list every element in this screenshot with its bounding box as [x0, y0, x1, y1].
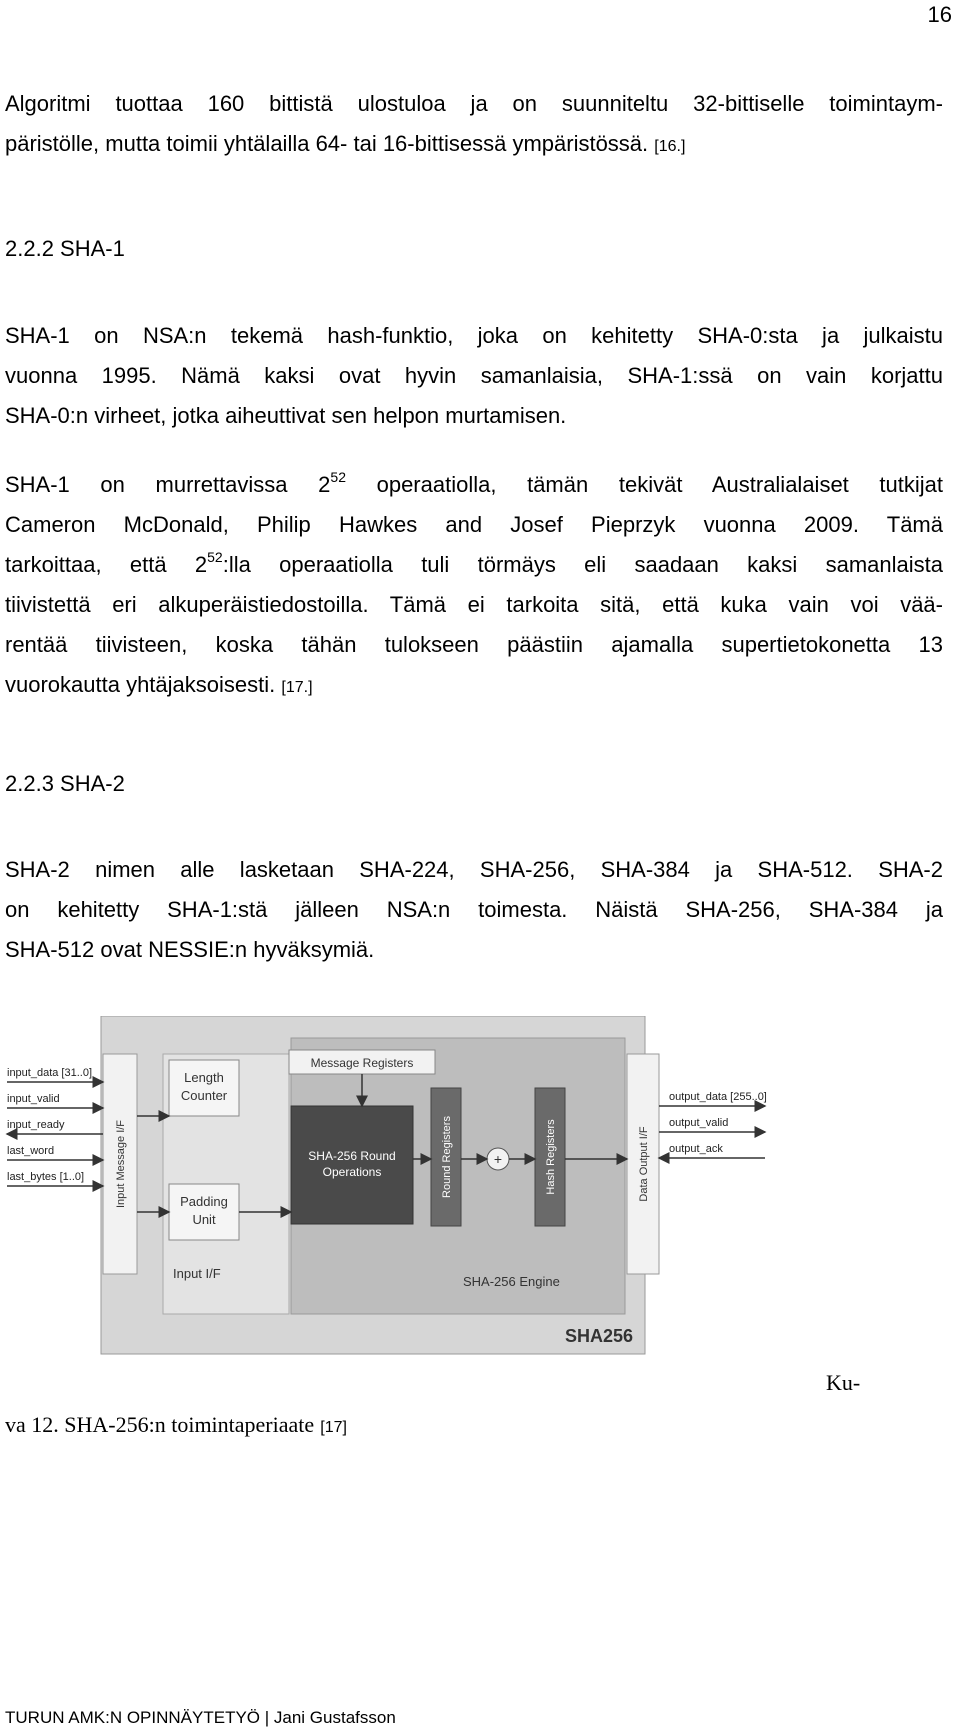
- length-counter-label-2: Counter: [180, 1088, 228, 1103]
- caption-text: va 12. SHA-256:n toimintaperiaate: [5, 1412, 315, 1437]
- adder-label: +: [493, 1151, 503, 1167]
- text-span: tarkoittaa, että 2: [5, 552, 208, 577]
- text-span: :lla operaatiolla tuli törmäys eli saadaan kaksi samanlaista: [222, 552, 943, 577]
- signal-last-bytes: last_bytes [1..0]: [7, 1171, 85, 1183]
- text-line: Cameron McDonald, Philip Hawkes and Josef Pieprzyk vuonna 2009. Tämä: [5, 512, 943, 537]
- input-if-label: Input I/F: [173, 1266, 221, 1281]
- text-line: vuonna 1995. Nämä kaksi ovat hyvin samanlaisia, SHA-1:ssä on vain korjattu: [5, 363, 943, 388]
- core-label: SHA256: [565, 1326, 634, 1346]
- reference: [17.]: [281, 679, 313, 696]
- engine-label: SHA-256 Engine: [463, 1274, 560, 1289]
- length-counter-label-1: Length: [184, 1070, 224, 1085]
- text-line: SHA-1 on NSA:n tekemä hash-funktio, joka on kehitetty SHA-0:sta ja julkaistu: [5, 323, 943, 348]
- caption-hyphen-start: Ku-: [826, 1370, 861, 1395]
- message-registers-label: Message Registers: [310, 1056, 414, 1070]
- round-registers-label: Round Registers: [441, 1116, 453, 1198]
- output-signals: [659, 1091, 767, 1158]
- text-line: rentää tiivisteen, koska tähän tulokseen päästiin ajamalla supertietokonetta 13: [5, 632, 943, 657]
- text-line: [5, 545, 943, 585]
- page-number: 16: [927, 2, 952, 27]
- padding-unit-label-1: Padding: [180, 1194, 228, 1209]
- round-operations-label-2: Operations: [322, 1165, 382, 1179]
- hash-registers-label: Hash Registers: [545, 1119, 557, 1195]
- padding-unit-label-2: Unit: [192, 1212, 216, 1227]
- text-line: [5, 124, 943, 164]
- text-line: on kehitetty SHA-1:stä jälleen NSA:n toimesta. Näistä SHA-256, SHA-384 ja: [5, 897, 943, 922]
- paragraph-intro: [5, 84, 943, 164]
- text-span: vuorokautta yhtäjaksoisesti.: [5, 672, 276, 697]
- paragraph-sha1: [5, 316, 943, 436]
- text-span: operaatiolla, tämän tekivät Australialaiset tutkijat: [345, 472, 943, 497]
- text-line: [5, 465, 943, 505]
- text-line: [5, 665, 943, 705]
- signal-output-ack: output_ack: [669, 1143, 723, 1155]
- signal-input-ready: input_ready: [7, 1119, 65, 1131]
- round-operations-label-1: SHA-256 Round: [308, 1149, 396, 1163]
- sha256-block-diagram: [5, 1016, 865, 1356]
- paragraph-sha1-attack: [5, 465, 943, 705]
- text-span: päristölle, mutta toimii yhtälailla 64- tai 16-bittisessä ympäristössä.: [5, 131, 649, 156]
- reference: [16.]: [654, 138, 686, 155]
- text-line: tiivistettä eri alkuperäistiedostoilla. Tämä ei tarkoita sitä, että kuka vain voi vää-: [5, 592, 943, 617]
- input-message-if-label: Input Message I/F: [115, 1119, 127, 1209]
- input-signals: [7, 1067, 103, 1186]
- text-line: SHA-512 ovat NESSIE:n hyväksymiä.: [5, 937, 375, 962]
- text-span: SHA-1 on murrettavissa 2: [5, 472, 331, 497]
- section-heading-sha2: 2.2.3 SHA-2: [5, 771, 125, 796]
- text-line: SHA-2 nimen alle lasketaan SHA-224, SHA-256, SHA-384 ja SHA-512. SHA-2: [5, 857, 943, 882]
- section-heading-sha1: 2.2.2 SHA-1: [5, 236, 125, 261]
- data-output-if-label: Data Output I/F: [638, 1126, 650, 1202]
- superscript: 52: [207, 548, 223, 565]
- signal-input-data: input_data [31..0]: [7, 1067, 93, 1079]
- text-line: Algoritmi tuottaa 160 bittistä ulostuloa ja on suunniteltu 32-bittiselle toimintaym-: [5, 91, 943, 116]
- text-line: SHA-0:n virheet, jotka aiheuttivat sen helpon murtamisen.: [5, 403, 567, 428]
- caption-reference: [17]: [320, 1419, 347, 1436]
- signal-last-word: last_word: [7, 1145, 55, 1157]
- signal-input-valid: input_valid: [7, 1093, 60, 1105]
- figure-caption: [5, 1412, 347, 1438]
- paragraph-sha2: [5, 850, 943, 970]
- page-footer: TURUN AMK:N OPINNÄYTETYÖ | Jani Gustafsson: [5, 1708, 396, 1727]
- signal-output-valid: output_valid: [669, 1117, 729, 1129]
- superscript: 52: [330, 468, 346, 485]
- signal-output-data: output_data [255..0]: [669, 1091, 767, 1103]
